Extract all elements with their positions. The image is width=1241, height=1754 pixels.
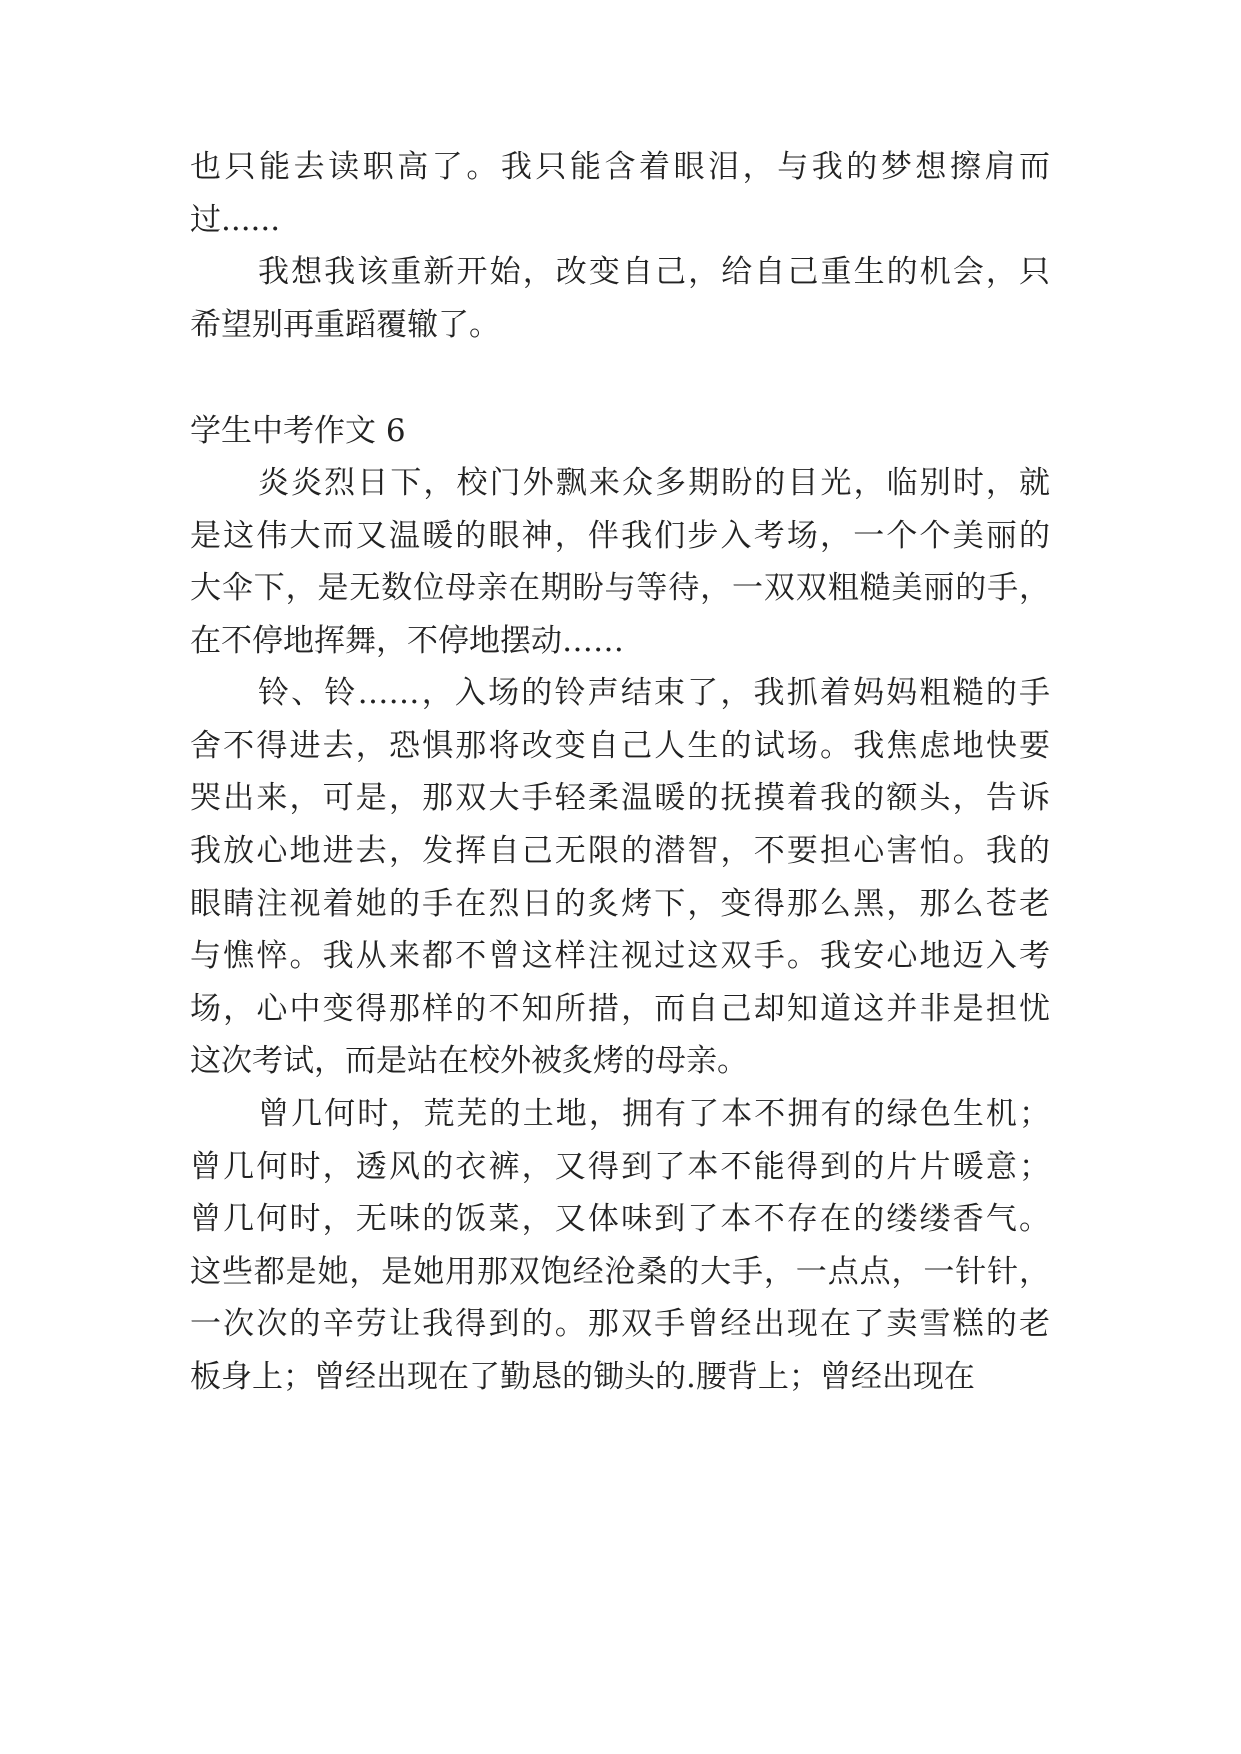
text-line: 曾几何时，无味的饭菜，又体味到了本不存在的缕缕香气。 <box>190 1201 1050 1237</box>
text-line: 这次考试，而是站在校外被炙烤的母亲。 <box>190 1043 748 1079</box>
text-line: 大伞下，是无数位母亲在期盼与等待，一双双粗糙美丽的手， <box>190 570 1050 606</box>
text-line: 铃、铃……，入场的铃声结束了，我抓着妈妈粗糙的手 <box>258 675 1050 711</box>
text-line: 希望别再重蹈覆辙了。 <box>190 307 500 343</box>
text-line: 眼睛注视着她的手在烈日的炙烤下，变得那么黑，那么苍老 <box>190 886 1050 922</box>
text-line: 一次次的辛劳让我得到的。那双手曾经出现在了卖雪糕的老 <box>190 1306 1050 1342</box>
text-line: 曾几何时，荒芜的土地，拥有了本不拥有的绿色生机； <box>258 1096 1050 1132</box>
text-line: 板身上；曾经出现在了勤恳的锄头的.腰背上；曾经出现在 <box>190 1359 975 1395</box>
text-line: 过...... <box>190 202 281 238</box>
text-line: 这些都是她，是她用那双饱经沧桑的大手，一点点，一针针， <box>190 1254 1050 1290</box>
text-line: 炎炎烈日下，校门外飘来众多期盼的目光，临别时，就 <box>258 465 1050 501</box>
text-line: 也只能去读职高了。我只能含着眼泪，与我的梦想擦肩而 <box>190 149 1050 185</box>
text-line: 场，心中变得那样的不知所措，而自己却知道这并非是担忧 <box>190 991 1050 1027</box>
section-heading: 学生中考作文 6 <box>190 413 406 449</box>
text-line: 哭出来，可是，那双大手轻柔温暖的抚摸着我的额头，告诉 <box>190 780 1050 816</box>
text-line: 我放心地进去，发挥自己无限的潜智，不要担心害怕。我的 <box>190 833 1050 869</box>
text-line: 是这伟大而又温暖的眼神，伴我们步入考场，一个个美丽的 <box>190 518 1050 554</box>
text-line: 与憔悴。我从来都不曾这样注视过这双手。我安心地迈入考 <box>190 938 1050 974</box>
text-line: 我想我该重新开始，改变自己，给自己重生的机会，只 <box>258 254 1050 290</box>
text-line: 曾几何时，透风的衣裤，又得到了本不能得到的片片暖意； <box>190 1149 1050 1185</box>
text-line: 舍不得进去，恐惧那将改变自己人生的试场。我焦虑地快要 <box>190 728 1050 764</box>
text-line: 在不停地挥舞，不停地摆动…… <box>190 623 624 659</box>
